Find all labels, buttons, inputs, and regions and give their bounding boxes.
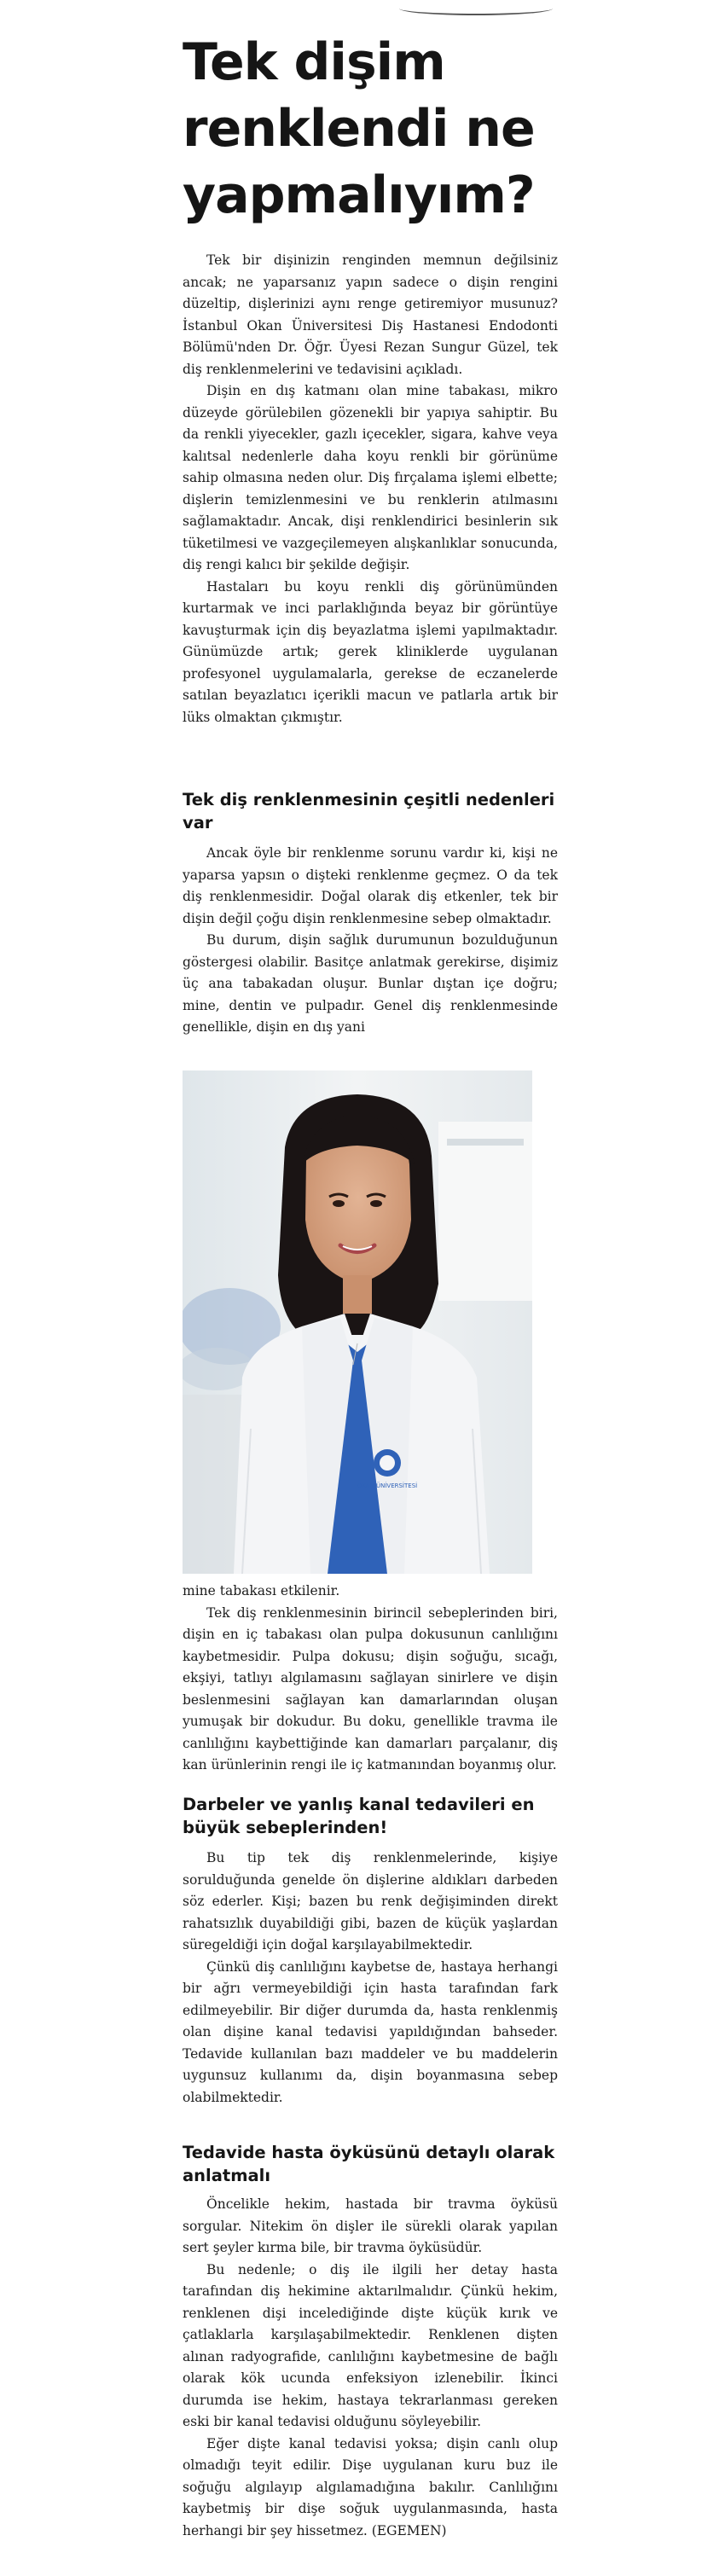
intro-paragraph: Dişin en dış katmanı olan mine tabakası, mikro düzeyde görülebilen gözenekli bir yapıya sahiptir. Bu da renkli yiyecekler, gazlı içecekler, sigara, kahve veya kalıtsal nedenlerle daha koyu renkli bir görünüme sahip olmasına neden olur. Diş fırçalama işlemi elbette; dişlerin temizlenmesini ve bu renklerin atılmasını sağlamaktadır. Ancak, dişi renklendirici besinlerin sık tüketilmesi ve vazgeçilemeyen alışkanlıklar sonucunda, diş rengi kalıcı bir şekilde değişir. bbox=[183, 383, 558, 572]
body-paragraph: Eğer dişte kanal tedavisi yoksa; dişin canlı olup olmadığı teyit edilir. Dişe uygulanan kuru buz ile soğuğu algılayıp algılamadığına bakılır. Canlılığını kaybetmiş bir dişe soğuk uygulanmasında, hasta herhangi bir şey hissetmez. (EGEMEN) bbox=[183, 2435, 558, 2538]
doctor-photo bbox=[183, 1070, 532, 1574]
body-paragraph: Ancak öyle bir renklenme sorunu vardır ki, kişi ne yaparsa yapsın o dişteki renklenme geçmez. O da tek diş renklenmesidir. Doğal olarak diş etkenler, tek bir dişin değil çoğu dişin renklenmesine sebep olmaktadır. bbox=[183, 845, 558, 926]
intro-text bbox=[183, 250, 558, 728]
body-paragraph: Tek diş renklenmesinin birincil sebeplerinden biri, dişin en iç tabakası olan pulpa dokusunun canlılığını kaybetmesidir. Pulpa dokusu; dişin soğuğu, sıcağı, ekşiyi, tatlıyı algılamasını sağlayan sinirlere ve dişin beslenmesini sağlayan kan damarlarından oluşan yumuşak bir dokudur. Bu doku, genellikle travma ile canlılığını kaybettiğinde kan damarları parçalanır, diş kan ürünlerinin rengi ile iç katmanından boyanmış olur. bbox=[183, 1604, 558, 1772]
section1-text bbox=[183, 843, 558, 1039]
section2-text bbox=[183, 1848, 558, 2109]
section-heading-history: Tedavide hasta öyküsünü detaylı olarak anlatmalı bbox=[183, 2143, 555, 2185]
body-paragraph: Bu durum, dişin sağlık durumunun bozulduğunun göstergesi olabilir. Basitçe anlatmak gerekirse, dişimiz üç ana tabakadan oluşur. Bunlar dıştan içe doğru; mine, dentin ve pulpadır. Genel diş renklenmesinde genellikle, dişin en dış yani bbox=[183, 932, 558, 1035]
section1-continued-text bbox=[183, 1581, 558, 1777]
decorative-curve bbox=[399, 2, 553, 15]
section3-text bbox=[183, 2194, 558, 2542]
section-heading-trauma: Darbeler ve yanlış kanal tedavileri en büyük sebeplerinden! bbox=[183, 1795, 535, 1837]
body-paragraph: Bu tip tek diş renklenmelerinde, kişiye sorulduğunda genelde ön dişlerine aldıkları darbeden söz ederler. Kişi; bazen bu renk değişiminden direkt rahatsızlık duyabildiği gibi, bazen de küçük yaşlardan süregeldiği için doğal karşılayabilmektedir. bbox=[183, 1850, 558, 1952]
body-paragraph: Çünkü diş canlılığını kaybetse de, hastaya herhangi bir ağrı vermeyebildiği için hasta tarafından fark edilmeyebilir. Bir diğer durumda da, hasta renklenmiş olan dişine kanal tedavisi yapıldığından bahseder. Tedavide kullanılan bazı maddeler ve bu maddelerin uygunsuz kullanımı da, dişin boyanmasına sebep olabilmektedir. bbox=[183, 1958, 558, 2105]
badge-text: OKAN ÜNİVERSİTESİ bbox=[357, 1482, 418, 1489]
body-paragraph: mine tabakası etkilenir. bbox=[183, 1583, 340, 1598]
article-headline: Tek dişim renklendi ne yapmalıyım? bbox=[183, 32, 535, 225]
intro-paragraph: Hastaları bu koyu renkli diş görünümünden kurtarmak ve inci parlaklığında beyaz bir görüntüye kavuşturmak için diş beyazlatma işlemi yapılmaktadır. Günümüzde artık; gerek kliniklerde uygulanan profesyonel uygulamalarla, gerekse de eczanelerde satılan beyazlatıcı içerikli macun ve patlarla artık bir lüks olmaktan çıkmıştır. bbox=[183, 578, 558, 725]
body-paragraph: Öncelikle hekim, hastada bir travma öyküsü sorgular. Nitekim ön dişler ile sürekli olarak yapılan sert şeyler kırma bile, bir travma öyküsüdür. bbox=[183, 2196, 558, 2255]
body-paragraph: Bu nedenle; o diş ile ilgili her detay hasta tarafından diş hekimine aktarılmalıdır. Çünkü hekim, renklenen dişi incelediğinde dişte küçük kırık ve çatlaklarla karşılaşabilmektedir. Renklenen dişten alınan radyografide, canlılığını kaybetmesine de bağlı olarak kök ucunda enfeksiyon izlenebilir. İkinci durumda ise hekim, hastaya tekrarlanması gereken eski bir kanal tedavisi olduğunu söyleyebilir. bbox=[183, 2261, 558, 2429]
intro-paragraph: Tek bir dişinizin renginden memnun değilsiniz ancak; ne yaparsanız yapın sadece o dişin rengini düzeltip, dişlerinizi aynı renge getiremiyor musunuz? İstanbul Okan Üniversitesi Diş Hastanesi Endodonti Bölümü'nden Dr. Öğr. Üyesi Rezan Sungur Güzel, tek diş renklenmelerini ve tedavisini açıkladı. bbox=[183, 252, 558, 377]
doctor-portrait-illustration bbox=[183, 1070, 532, 1574]
section-heading-causes: Tek diş renklenmesinin çeşitli nedenleri var bbox=[183, 790, 555, 833]
